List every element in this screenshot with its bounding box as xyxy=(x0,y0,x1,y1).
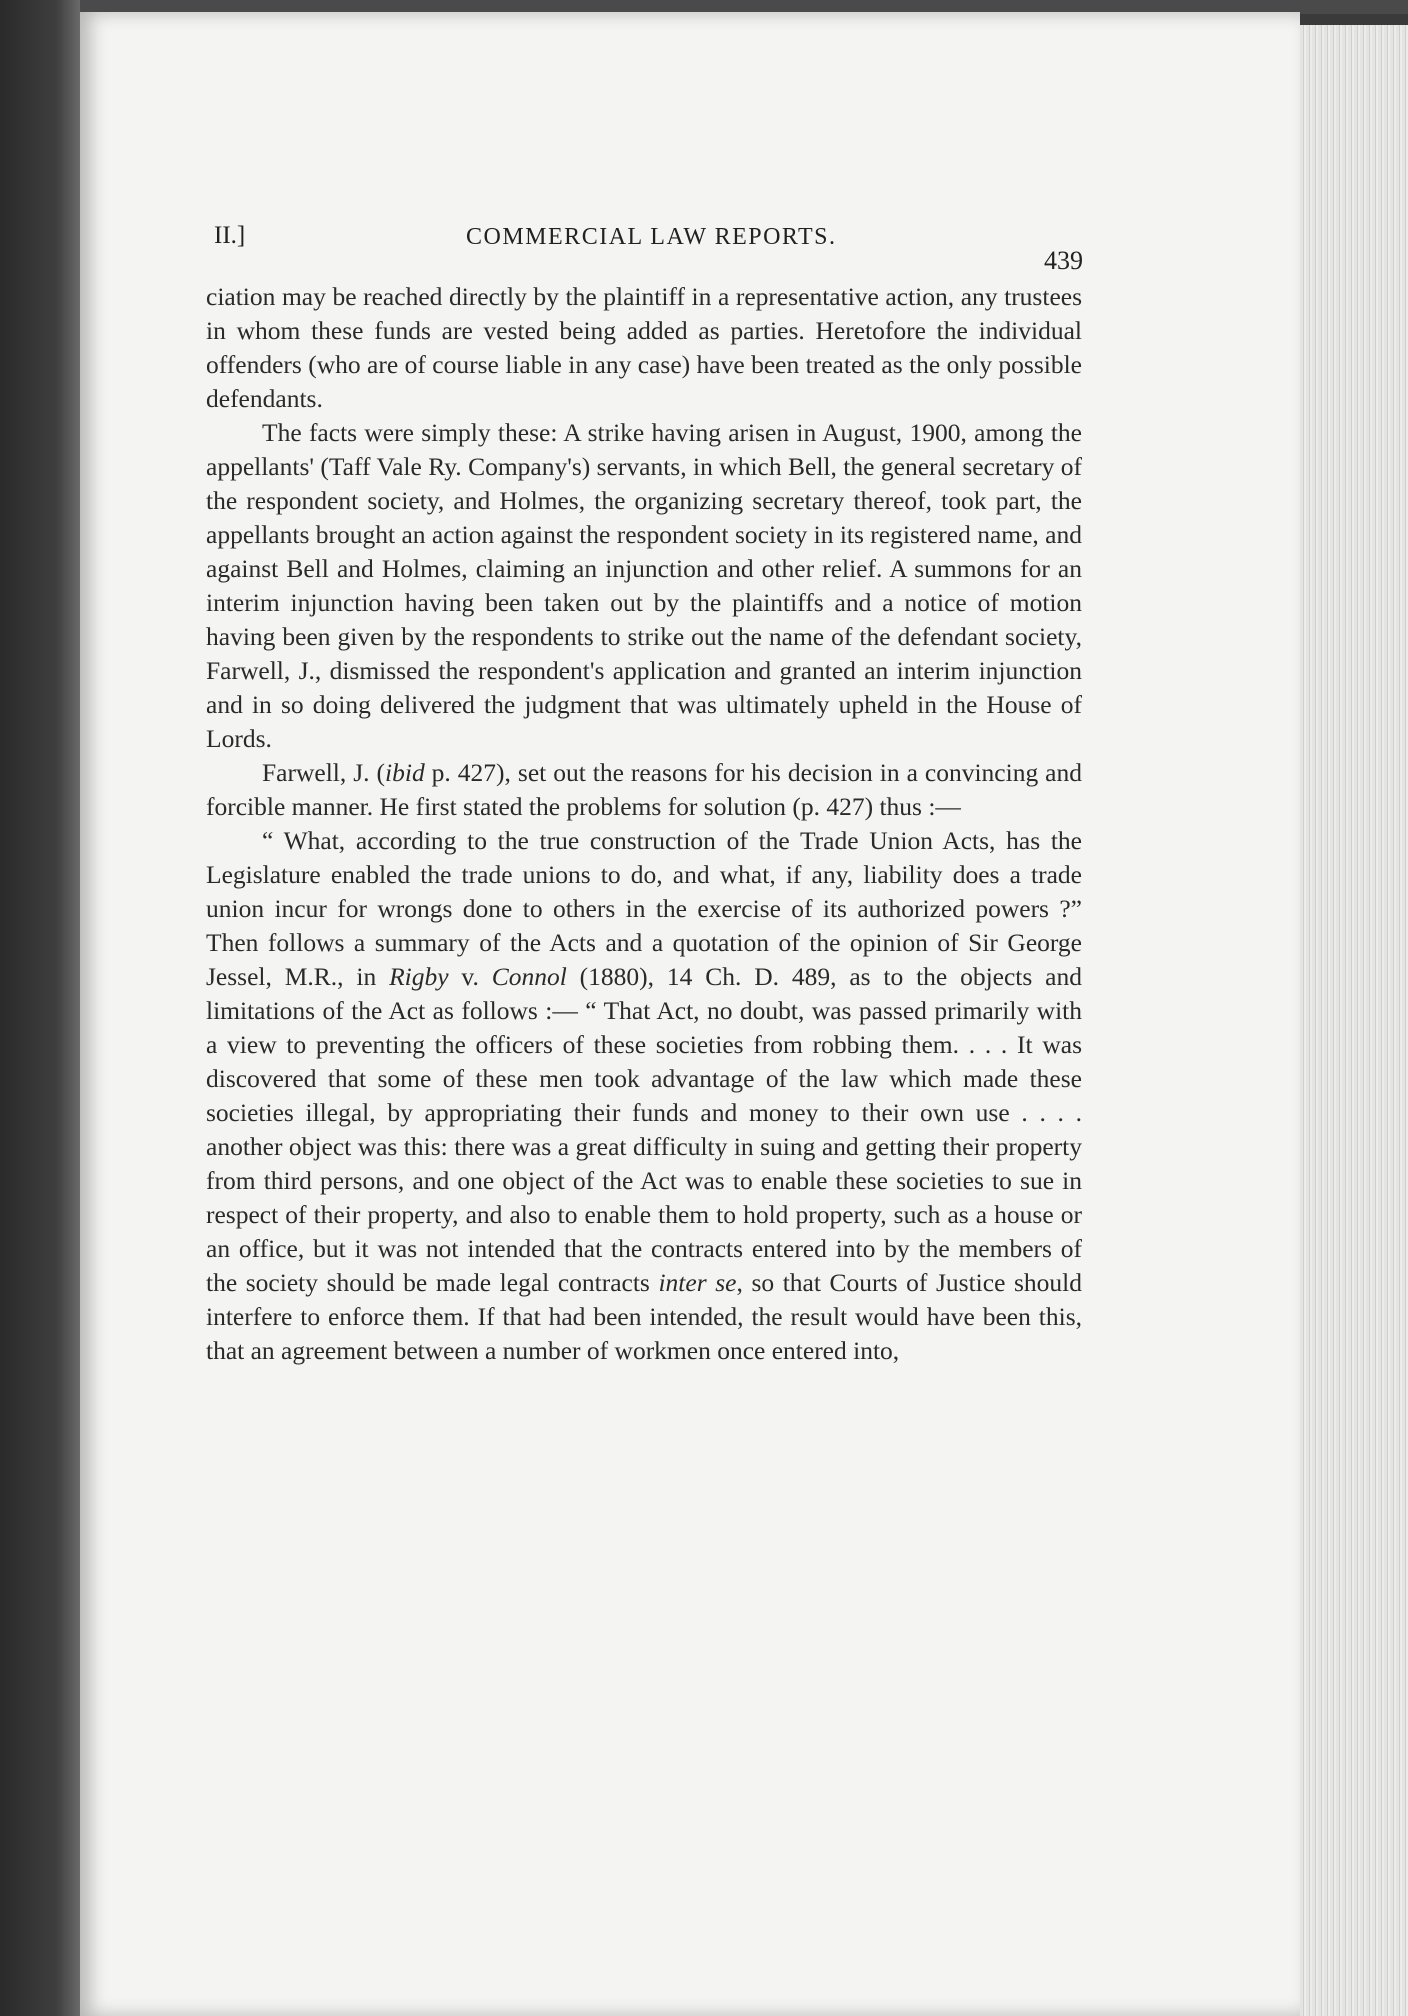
running-title: COMMERCIAL LAW REPORTS. xyxy=(466,224,837,250)
paragraph-3 xyxy=(206,756,1082,824)
paragraph-4 xyxy=(206,824,1082,1368)
paragraph-4-text-b: (1880), 14 Ch. D. 489, as to the objects and limitations of the Act as follows :— “ That Act, no doubt, was passed primarily with a view to preventing the officers of these societies from robbing them. . . . It was discovered that some of these men took advantage of the law which made these societies illegal, by appropriating their funds and money to their own use . . . . another object was this: there was a great difficulty in suing and getting their property from third persons, and one object of the Act was to enable these societies to sue in respect of their property, and also to enable them to hold property, such as a house or an office, but it was not intended that the contracts entered into by the members of the society should be made legal contracts xyxy=(206,962,1082,1297)
ibid-reference: ibid xyxy=(385,758,425,787)
versus: v. xyxy=(448,962,492,991)
case-name-rigby: Rigby xyxy=(389,962,449,991)
case-name-connol: Connol xyxy=(491,962,567,991)
inter-se-phrase: inter se xyxy=(658,1268,737,1297)
running-header xyxy=(214,222,1084,275)
paragraph-4-text-a: “ What, according to the true construction of the Trade Union Acts, has the Legislature enabled the trade unions to do, and what, if any, liability does a trade union incur for wrongs done to others in the exercise of its authorized powers ?” Then follows a summary of the Acts and a quotation of the opinion of Sir George Jessel, M.R., in xyxy=(206,826,1082,991)
book-spine-shadow xyxy=(0,0,80,2016)
paragraph-1: ciation may be reached directly by the plaintiff in a representative action, any trustees in whom these funds are vested being added as parties. Heretofore the individual offenders (who are of course liable in any case) have been treated as the only possible defendants. xyxy=(206,282,1082,413)
paragraph-4-text-c: , so that Courts of Justice should interfere to enforce them. If that had been intended, the result would have been this, that an agreement between a number of workmen once entered into, xyxy=(206,1268,1082,1365)
paragraph-2: The facts were simply these: A strike having arisen in August, 1900, among the appellants' (Taff Vale Ry. Company's) servants, in which Bell, the general secretary of the respondent society, and Holmes, the organizing secretary thereof, took part, the appellants brought an action against the respondent society in its registered name, and against Bell and Holmes, claiming an injunction and other relief. A summons for an interim injunction having been taken out by the plaintiffs and a notice of motion having been given by the respondents to strike out the name of the defendant society, Farwell, J., dismissed the respondent's application and granted an interim injunction and in so doing delivered the judgment that was ultimately upheld in the House of Lords. xyxy=(206,418,1082,753)
page-number: 439 xyxy=(1044,246,1083,275)
page-stack-edge xyxy=(1300,25,1408,2016)
section-marker: II.] xyxy=(214,222,246,249)
body-text xyxy=(206,280,1082,1368)
paragraph-3-text-a: Farwell, J. ( xyxy=(262,758,386,787)
paragraph-3-text-b: p. 427), set out the reasons for his decision in a convincing and forcible manner. He first stated the problems for solution (p. 427) thus :— xyxy=(206,758,1083,821)
